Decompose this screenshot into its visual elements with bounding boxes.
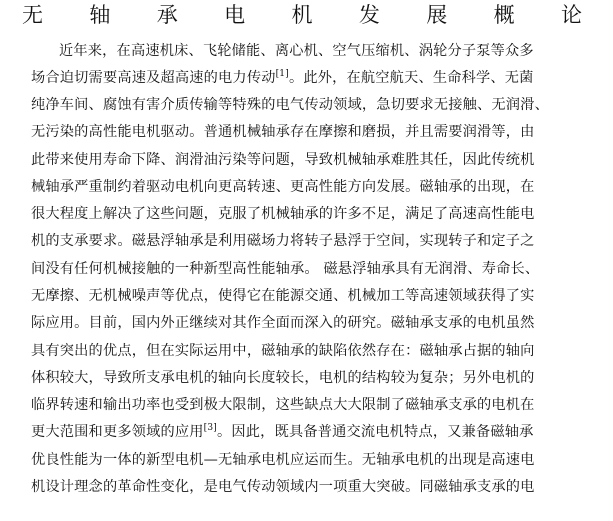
line-text: 此带来使用寿命下降、润滑油污染等问题，导致机械轴承难胜其任，因此传统机 [31, 152, 535, 168]
line-text: 更大范围和更多领域的应用 [31, 424, 204, 440]
title-char: 发 [358, 3, 380, 27]
line-text: 机的支承要求。磁悬浮轴承是利用磁场力将转子悬浮于空间，实现转子和定子之 [31, 233, 535, 249]
paragraph-line [31, 477, 546, 497]
paragraph-line [31, 231, 546, 251]
line-text: 无污染的高性能电机驱动。普通机械轴承存在摩擦和磨损，并且需要润滑等，由 [31, 124, 535, 140]
line-text: 优良性能为一体的新型电机—无轴承电机应运而生。无轴承电机的出现是高速电 [31, 452, 535, 468]
paragraph-line [31, 395, 546, 415]
line-text: 。此外，在航空航天、生命科学、无菌 [288, 70, 534, 86]
line-text: 间没有任何机械接触的一种新型高性能轴承。 磁悬浮轴承具有无润滑、寿命长、 [31, 261, 540, 277]
line-text: 际应用。目前，国内外正继续对其作全面而深入的研究。磁轴承支承的电机虽然 [31, 315, 535, 331]
line-text: 很大程度上解决了这些问题，克服了机械轴承的许多不足，满足了高速高性能电 [31, 206, 535, 222]
paragraph-line [31, 286, 546, 306]
paragraph-line [31, 341, 546, 361]
paragraph-line [31, 368, 546, 388]
title-char: 轴 [89, 3, 111, 27]
paragraph-line [31, 450, 546, 470]
citation-ref: [3] [203, 423, 218, 433]
paragraph-line [59, 41, 546, 61]
title-char: 论 [561, 3, 582, 27]
line-text: 具有突出的优点，但在实际运用中，磁轴承的缺陷依然存在：磁轴承占据的轴向 [31, 343, 535, 359]
title-char: 电 [224, 3, 246, 27]
paragraph-line [31, 177, 546, 197]
paragraph-line [31, 259, 546, 279]
title-char: 概 [493, 3, 515, 27]
section-title [22, 2, 582, 28]
paragraph-line [31, 95, 549, 115]
paragraph-line [31, 313, 546, 333]
line-text: 场合迫切需要高速及超高速的电力传动 [31, 70, 276, 86]
line-text: 临界转速和输出功率也受到极大限制，这些缺点大大限制了磁轴承支承的电机在 [31, 397, 535, 413]
line-text: 机设计理念的革命性变化，是电气传动领域内一项重大突破。同磁轴承支承的电 [31, 479, 535, 495]
line-text: 。因此，既具备普通交流电机特点，又兼备磁轴承 [217, 424, 534, 440]
paragraph-line [31, 68, 546, 88]
paragraph-line [31, 204, 546, 224]
citation-ref: [1] [275, 69, 289, 79]
line-text: 无摩擦、无机械噪声等优点，使得它在能源交通、机械加工等高速领域获得了实 [31, 288, 535, 304]
title-char: 展 [426, 3, 448, 27]
title-char: 承 [156, 3, 178, 27]
paragraph-line [31, 422, 546, 442]
paragraph-line [31, 150, 546, 170]
line-text: 纯净车间、腐蚀有害介质传输等特殊的电气传动领域，急切要求无接触、无润滑、 [31, 97, 549, 113]
title-char: 机 [291, 3, 313, 27]
line-text: 械轴承严重制约着驱动电机向更高转速、更高性能方向发展。磁轴承的出现，在 [31, 179, 535, 195]
line-text: 近年来，在高速机床、飞轮储能、离心机、空气压缩机、涡轮分子泵等众多 [59, 43, 534, 59]
paragraph-line [31, 122, 546, 142]
title-char: 无 [22, 3, 43, 27]
line-text: 体积较大，导致所支承电机的轴向长度较长，电机的结构较为复杂；另外电机的 [31, 370, 535, 386]
